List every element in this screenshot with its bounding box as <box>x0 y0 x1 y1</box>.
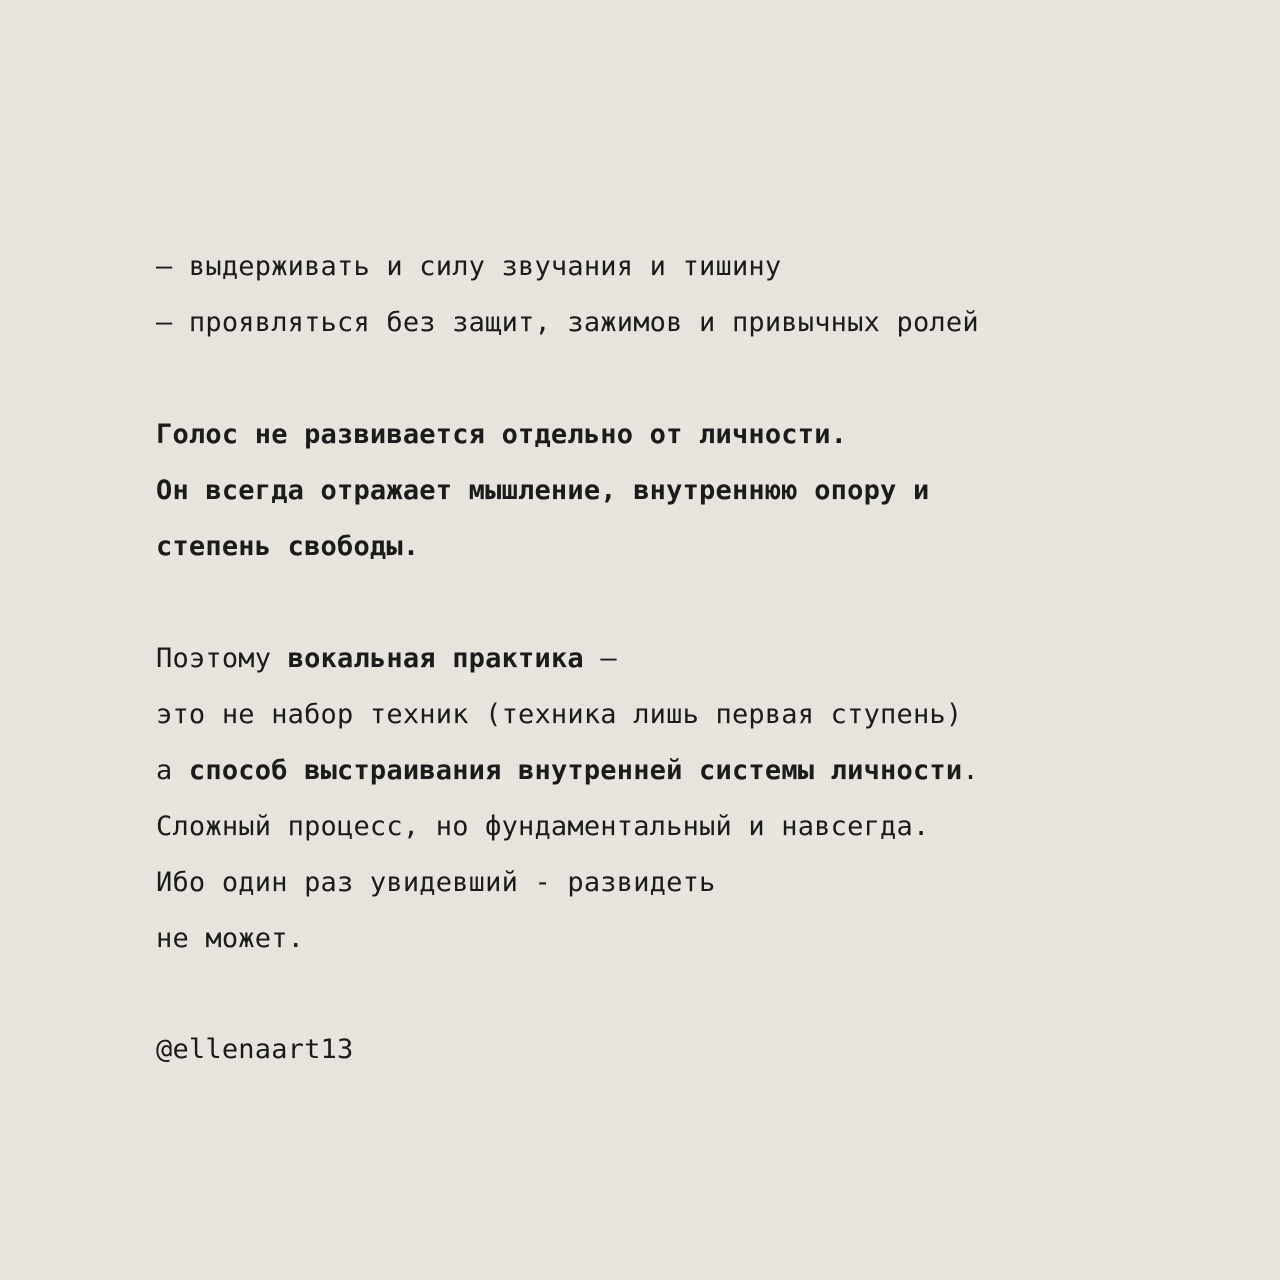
statement-line: Он всегда отражает мышление, внутреннюю опору и <box>156 475 930 506</box>
statement-line: Голос не развивается отдельно от личности. <box>156 419 848 450</box>
bullet-item: — проявляться без защит, зажимов и привычных ролей <box>156 307 979 338</box>
practice-line-3-suffix: . <box>962 755 979 786</box>
practice-line-2: это не набор техник (техника лишь первая ступень) <box>156 699 963 730</box>
practice-line-3-prefix: а <box>156 755 189 786</box>
bullet-list <box>156 239 1160 351</box>
author-handle <box>156 1022 1160 1078</box>
author-handle-text: @ellenaart13 <box>156 1034 354 1065</box>
practice-line-1-emphasis: вокальная практика <box>287 643 584 674</box>
bullet-item: — выдерживать и силу звучания и тишину <box>156 251 782 282</box>
practice-line-4: Сложный процесс, но фундаментальный и навсегда. <box>156 811 930 842</box>
practice-line-6: не может. <box>156 923 305 954</box>
practice-line-5: Ибо один раз увидевший - развидеть <box>156 867 716 898</box>
practice-paragraph <box>156 631 1160 967</box>
practice-line-3-emphasis: способ выстраивания внутренней системы личности <box>188 755 963 786</box>
practice-line-1-prefix: Поэтому <box>156 643 288 674</box>
practice-line-3 <box>156 743 1160 799</box>
practice-line-1 <box>156 631 1160 687</box>
statement-line: степень свободы. <box>156 531 420 562</box>
practice-line-1-suffix: — <box>583 643 617 674</box>
bold-statement <box>156 407 1160 575</box>
